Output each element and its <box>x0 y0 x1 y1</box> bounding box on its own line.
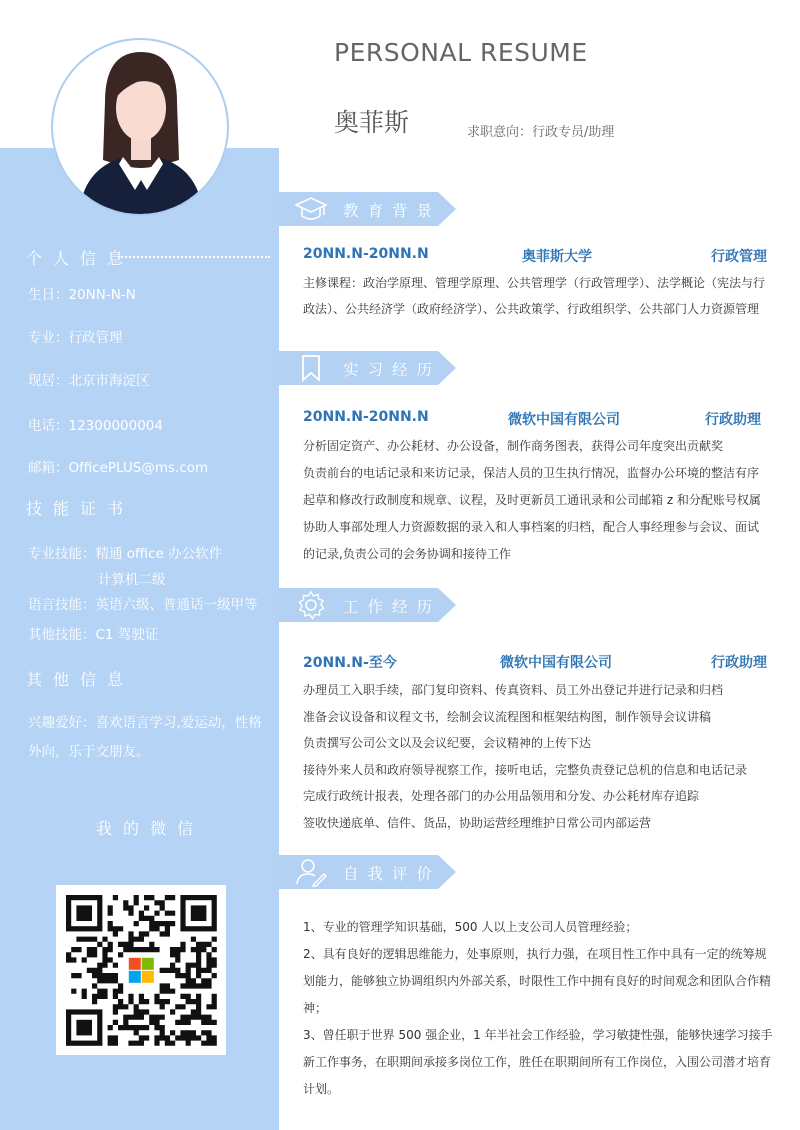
education-row <box>303 246 767 266</box>
internship-company: 微软中国有限公司 <box>508 412 620 428</box>
major: 专业：行政管理 <box>28 330 123 346</box>
personal-info-divider <box>118 256 270 258</box>
work-company: 微软中国有限公司 <box>500 655 612 671</box>
gear-icon <box>295 590 327 620</box>
job-objective: 求职意向：行政专员/助理 <box>467 125 615 140</box>
work-line: 准备会议设备和议程文书，绘制会议流程图和框架结构图，制作领导会议讲稿 <box>303 709 712 724</box>
graduation-cap-icon <box>295 194 327 224</box>
skill-computer: 计算机二级 <box>98 572 166 588</box>
internship-line: 起草和修改行政制度和规章、议程，及时更新员工通讯录和公司邮箱 z 和分配账号权属 <box>303 493 761 507</box>
email: 邮箱：OfficePLUS@ms.com <box>28 460 209 476</box>
birthday: 生日：20NN-N-N <box>28 287 136 303</box>
resume-title: PERSONAL RESUME <box>334 38 588 67</box>
phone: 电话：12300000004 <box>28 418 163 434</box>
evaluation-details <box>303 914 773 1103</box>
work-row <box>303 652 767 672</box>
education-line: 主修课程：政治学原理、管理学原理、公共管理学（行政管理学）、法学概论（宪法与行 <box>303 276 766 290</box>
evaluation-title: 自我评价 <box>343 865 442 883</box>
internship-date: 20NN.N-20NN.N <box>303 409 429 425</box>
work-line: 完成行政统计报表，处理各部门的办公用品领用和分发、办公耗材库存追踪 <box>303 789 700 803</box>
internship-header <box>279 351 456 385</box>
avatar-illustration <box>53 40 227 214</box>
internship-line: 协助人事部处理人力资源数据的录入和人事档案的归档，配合人事经理参与会议、面试 <box>303 520 760 534</box>
qr-code <box>56 885 226 1055</box>
education-date: 20NN.N-20NN.N <box>303 246 429 262</box>
internship-title: 实习经历 <box>343 361 442 379</box>
candidate-name: 奥菲斯 <box>334 108 410 137</box>
hobby-text: 兴趣爱好：喜欢语言学习,爱运动，性格外向，乐于交朋友。 <box>28 715 262 760</box>
internship-role: 行政助理 <box>705 412 761 428</box>
work-line: 负责撰写公司公文以及会议纪要，会议精神的上传下达 <box>303 736 592 750</box>
work-header <box>279 588 456 622</box>
evaluation-line: 新工作事务，在职期间承接多岗位工作，胜任在职期间所有工作岗位，入围公司潜才培育 <box>303 1055 772 1069</box>
work-title: 工作经历 <box>343 598 442 616</box>
internship-line: 的记录,负责公司的会务协调和接待工作 <box>303 547 511 561</box>
education-line: 政法）、公共经济学（政府经济学）、公共政策学、行政组织学、公共部门人力资源管理 <box>303 302 760 316</box>
evaluation-line: 3、曾任职于世界 500 强企业，1 年半社会工作经验，学习敏捷性强，能够快速学习接手 <box>303 1028 773 1042</box>
work-date: 20NN.N-至今 <box>303 655 397 671</box>
residence: 现居：北京市海淀区 <box>28 373 150 389</box>
personal-info-title: 个人信息 <box>26 249 135 268</box>
skill-professional: 专业技能：精通 office 办公软件 <box>28 546 223 562</box>
education-details <box>303 270 773 322</box>
work-line: 办理员工入职手续，部门复印资料、传真资料、员工外出登记并进行记录和归档 <box>303 683 724 697</box>
work-line: 签收快递底单、信件、货品，协助运营经理维护日常公司内部运营 <box>303 815 652 830</box>
skill-language: 语言技能：英语六级、普通话一级甲等 <box>28 597 258 613</box>
evaluation-line: 划能力，能够独立协调组织内外部关系，时限性工作中拥有良好的时间观念和团队合作精 <box>303 974 772 988</box>
wechat-qr-code <box>56 885 226 1055</box>
internship-line: 负责前台的电话记录和来访记录，保洁人员的卫生执行情况，监督办公环境的整洁有序 <box>303 466 760 480</box>
education-major: 行政管理 <box>711 249 767 265</box>
education-school: 奥菲斯大学 <box>522 249 592 265</box>
evaluation-line: 计划。 <box>303 1082 340 1096</box>
internship-details <box>303 433 773 568</box>
skills-title: 技能证书 <box>26 499 135 518</box>
skill-other: 其他技能：C1 驾驶证 <box>28 627 159 643</box>
avatar <box>51 38 229 216</box>
evaluation-line: 神； <box>303 1001 328 1015</box>
education-title: 教育背景 <box>343 202 442 220</box>
education-header <box>279 192 456 226</box>
wechat-title: 我的微信 <box>96 819 205 838</box>
evaluation-line: 1、专业的管理学知识基础，500 人以上支公司人员管理经验； <box>303 920 638 934</box>
work-line: 接待外来人员和政府领导视察工作，接听电话，完整负责登记总机的信息和电话记录 <box>303 762 748 777</box>
other-info-title: 其他信息 <box>26 670 135 689</box>
user-edit-icon <box>295 857 327 887</box>
evaluation-header <box>279 855 456 889</box>
internship-row <box>303 409 767 429</box>
work-role: 行政助理 <box>711 655 767 671</box>
internship-line: 分析固定资产、办公耗材、办公设备，制作商务图表，获得公司年度突出贡献奖 <box>303 439 724 453</box>
bookmark-icon <box>295 353 327 383</box>
evaluation-line: 2、具有良好的逻辑思维能力，处事原则，执行力强，在项目性工作中具有一定的统筹规 <box>303 947 767 961</box>
work-details <box>303 677 773 836</box>
